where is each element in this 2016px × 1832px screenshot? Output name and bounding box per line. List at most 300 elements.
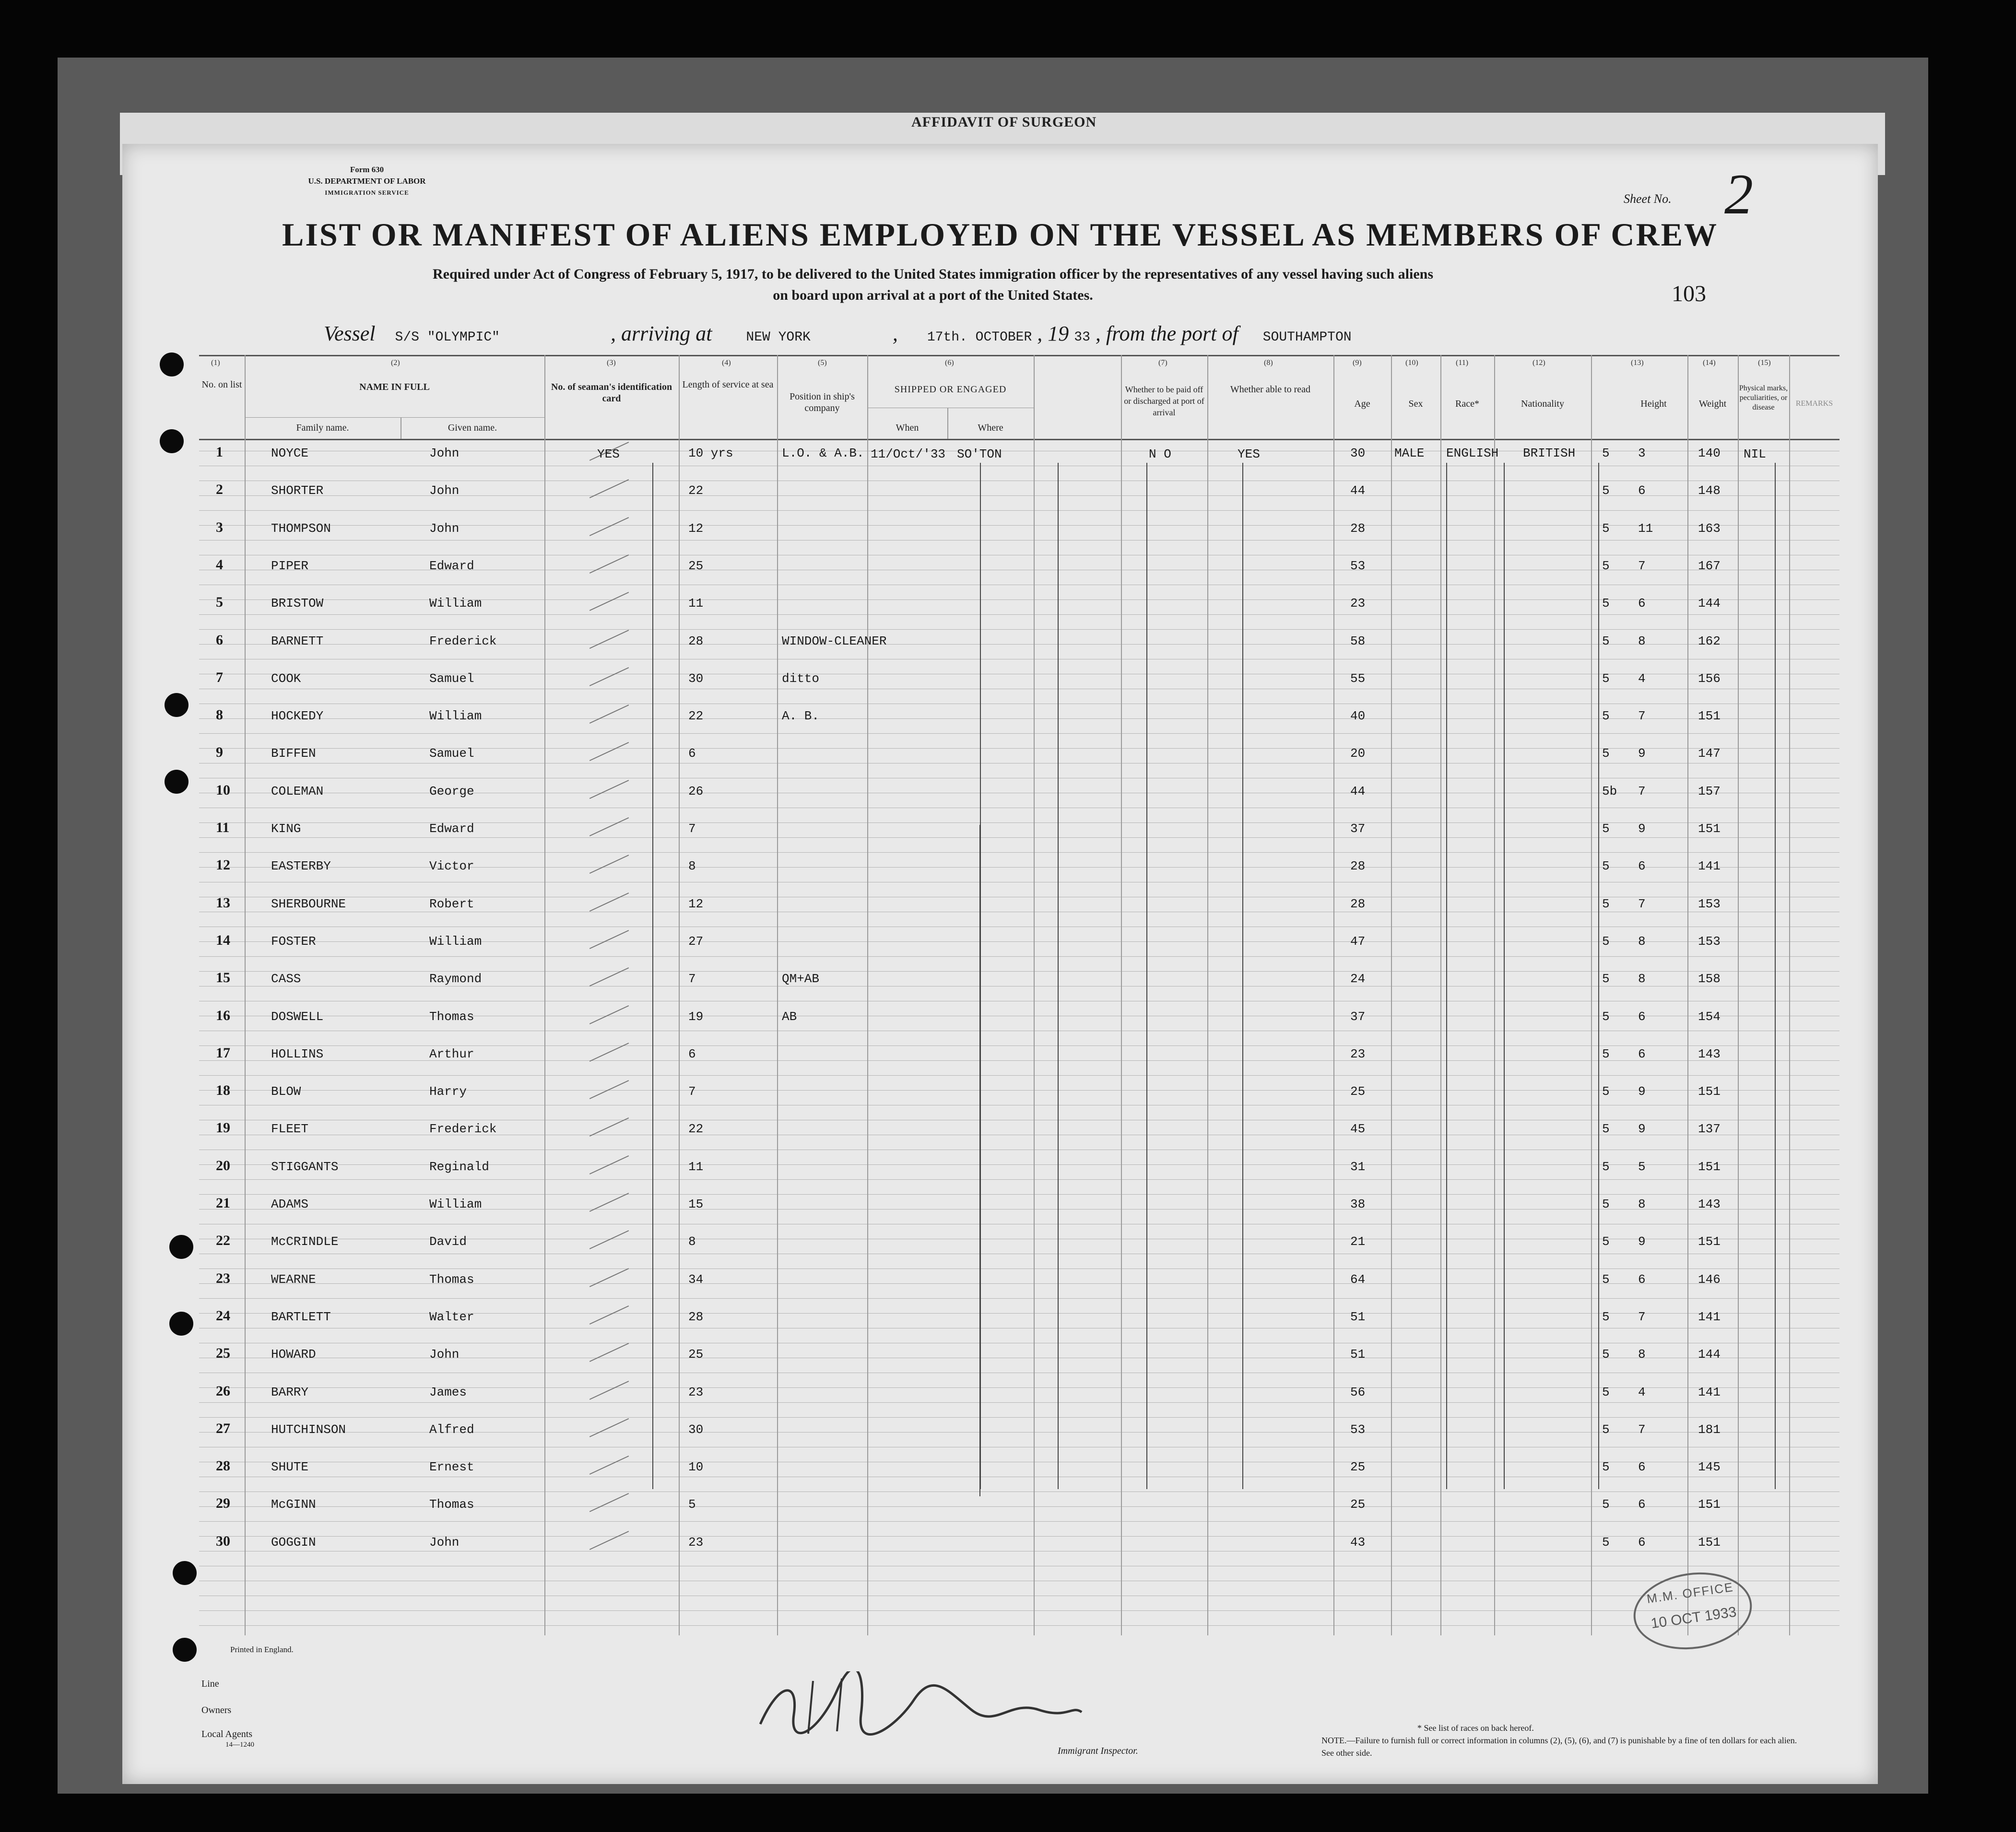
row7-row-number: 7 xyxy=(216,669,223,685)
row19-given-name: Frederick xyxy=(429,1122,497,1136)
row5-given-name: William xyxy=(429,596,482,611)
row15-age: 24 xyxy=(1350,972,1366,986)
row27-row-number: 27 xyxy=(216,1421,230,1436)
pencil-mark xyxy=(589,667,629,686)
rule-line xyxy=(199,733,1839,734)
row14-service-length: 27 xyxy=(688,934,704,949)
pencil-mark xyxy=(589,1230,629,1249)
row9-height-feet: 5 xyxy=(1602,746,1610,761)
row10-service-length: 26 xyxy=(688,784,704,799)
row6-age: 58 xyxy=(1350,634,1366,648)
row13-age: 28 xyxy=(1350,897,1366,911)
row3-given-name: John xyxy=(429,521,460,536)
row20-height-inches: 5 xyxy=(1638,1160,1646,1174)
arrival-port: NEW YORK xyxy=(746,330,811,345)
row16-weight: 154 xyxy=(1698,1010,1721,1024)
row30-service-length: 23 xyxy=(688,1535,704,1550)
col-paid-header: Whether to be paid off or discharged at port of arrival xyxy=(1124,385,1204,417)
row8-height-feet: 5 xyxy=(1602,709,1610,723)
pencil-mark xyxy=(589,817,629,836)
col-height-header: Height xyxy=(1640,399,1667,409)
page-number: 103 xyxy=(1672,281,1706,306)
row2-height-inches: 6 xyxy=(1638,483,1646,498)
row26-height-feet: 5 xyxy=(1602,1385,1610,1399)
pencil-mark xyxy=(589,1080,629,1099)
row2-row-number: 2 xyxy=(216,481,223,497)
row7-position: ditto xyxy=(782,671,820,686)
row29-height-feet: 5 xyxy=(1602,1497,1610,1512)
row28-height-inches: 6 xyxy=(1638,1460,1646,1474)
row12-family-name: EASTERBY xyxy=(271,859,331,873)
row8-position: A. B. xyxy=(782,709,820,723)
row21-height-inches: 8 xyxy=(1638,1197,1646,1211)
rule-line xyxy=(199,852,1839,853)
row13-service-length: 12 xyxy=(688,897,704,911)
row24-row-number: 24 xyxy=(216,1308,230,1324)
row6-given-name: Frederick xyxy=(429,634,497,648)
row7-family-name: COOK xyxy=(271,671,301,686)
rule-line xyxy=(199,1194,1839,1195)
row1-weight: 140 xyxy=(1698,446,1721,460)
form-heading xyxy=(281,164,453,199)
row25-height-inches: 8 xyxy=(1638,1347,1646,1362)
row4-row-number: 4 xyxy=(216,557,223,573)
row16-position: AB xyxy=(782,1010,797,1024)
row25-given-name: John xyxy=(429,1347,460,1362)
col-family-header: Family name. xyxy=(296,423,349,433)
row12-weight: 141 xyxy=(1698,859,1721,873)
rule-line xyxy=(199,1491,1839,1492)
row23-age: 64 xyxy=(1350,1272,1366,1287)
row16-row-number: 16 xyxy=(216,1008,230,1023)
row10-height-feet: 5b xyxy=(1602,784,1617,799)
row14-row-number: 14 xyxy=(216,932,230,948)
row7-weight: 156 xyxy=(1698,671,1721,686)
row28-height-feet: 5 xyxy=(1602,1460,1610,1474)
pencil-mark xyxy=(589,742,629,761)
sheet-label: Sheet No. xyxy=(1624,192,1672,206)
row17-age: 23 xyxy=(1350,1047,1366,1061)
row6-height-feet: 5 xyxy=(1602,634,1610,648)
row6-weight: 162 xyxy=(1698,634,1721,648)
row16-height-feet: 5 xyxy=(1602,1010,1610,1024)
departure-port: SOUTHAMPTON xyxy=(1262,330,1352,345)
row20-weight: 151 xyxy=(1698,1160,1721,1174)
row15-weight: 158 xyxy=(1698,972,1721,986)
row3-age: 28 xyxy=(1350,521,1366,536)
row1-position: L.O. & A.B. xyxy=(782,446,864,460)
row20-age: 31 xyxy=(1350,1160,1366,1174)
row29-row-number: 29 xyxy=(216,1495,230,1511)
col-given-header: Given name. xyxy=(448,423,497,433)
row6-row-number: 6 xyxy=(216,632,223,648)
row24-family-name: BARTLETT xyxy=(271,1310,331,1324)
row1-height-feet: 5 xyxy=(1602,446,1610,460)
pencil-mark xyxy=(589,1381,629,1400)
col-remarks-header: REMARKS xyxy=(1795,399,1833,408)
office-stamp: M.M. OFFICE 10 OCT 1933 xyxy=(1628,1565,1757,1657)
row1-race: ENGLISH xyxy=(1446,446,1499,460)
form-service: IMMIGRATION SERVICE xyxy=(325,189,409,196)
col-position-header: Position in ship's company xyxy=(790,391,855,413)
row1-paid: N O xyxy=(1149,447,1171,461)
row11-row-number: 11 xyxy=(216,820,230,835)
row14-family-name: FOSTER xyxy=(271,934,316,949)
row18-height-feet: 5 xyxy=(1602,1084,1610,1099)
binder-hole xyxy=(173,1638,197,1662)
footnote: * See list of races on back hereof. NOTE.—Failure to furnish full or correct information in columns (2), (5), (6), and (7) is punishable by a fine of ten dollars for each alien. See other side. xyxy=(1321,1723,1797,1758)
pencil-mark xyxy=(589,517,629,536)
rule-line xyxy=(199,956,1839,957)
col-nationality-header: Nationality xyxy=(1521,399,1564,409)
row14-height-feet: 5 xyxy=(1602,934,1610,949)
row23-given-name: Thomas xyxy=(429,1272,474,1287)
col-race-header: Race* xyxy=(1455,399,1479,409)
row12-height-feet: 5 xyxy=(1602,859,1610,873)
row19-height-feet: 5 xyxy=(1602,1122,1610,1136)
row26-given-name: James xyxy=(429,1385,467,1399)
row17-height-feet: 5 xyxy=(1602,1047,1610,1061)
row10-height-inches: 7 xyxy=(1638,784,1646,799)
row2-age: 44 xyxy=(1350,483,1366,498)
col-weight-header: Weight xyxy=(1698,399,1727,409)
row17-given-name: Arthur xyxy=(429,1047,474,1061)
row24-height-inches: 7 xyxy=(1638,1310,1646,1324)
vessel-name: S/S "OLYMPIC" xyxy=(395,330,500,345)
row11-height-feet: 5 xyxy=(1602,822,1610,836)
row12-row-number: 12 xyxy=(216,857,230,873)
row27-service-length: 30 xyxy=(688,1422,704,1437)
row3-height-inches: 11 xyxy=(1638,521,1653,536)
row1-when: 11/Oct/'33 xyxy=(871,447,946,461)
pencil-mark xyxy=(589,1155,629,1174)
row16-height-inches: 6 xyxy=(1638,1010,1646,1024)
row15-position: QM+AB xyxy=(782,972,820,986)
row19-row-number: 19 xyxy=(216,1120,230,1136)
row3-row-number: 3 xyxy=(216,519,223,535)
row26-height-inches: 4 xyxy=(1638,1385,1646,1399)
row2-weight: 148 xyxy=(1698,483,1721,498)
row22-given-name: David xyxy=(429,1234,467,1249)
row28-weight: 145 xyxy=(1698,1460,1721,1474)
row6-service-length: 28 xyxy=(688,634,704,648)
pencil-mark xyxy=(589,1005,629,1024)
rule-line xyxy=(199,614,1839,615)
row28-row-number: 28 xyxy=(216,1458,230,1474)
agents-label: Local Agents xyxy=(201,1729,253,1739)
row6-family-name: BARNETT xyxy=(271,634,324,648)
row22-height-feet: 5 xyxy=(1602,1234,1610,1249)
binder-hole xyxy=(165,693,189,717)
row11-family-name: KING xyxy=(271,822,301,836)
rule-line xyxy=(199,1417,1839,1418)
pencil-mark xyxy=(589,930,629,949)
row29-service-length: 5 xyxy=(688,1497,696,1512)
row26-family-name: BARRY xyxy=(271,1385,309,1399)
rule-line xyxy=(199,629,1839,630)
manifest-table: (1) No. on list (2) NAME IN FULL Family name. Given name. (3) No. of seaman's identification card (4) Length of service at sea (5) Position in ship's company (6) SHIPPED OR ENGAGED When Where (7) Whether to be paid off or discharged at port of arrival (8) Whether able to read (9) Age (10) Sex (11) Race* (12) Nationality (13) Height (14) Weight (15) Physical marks, peculiarities, or disease REMARKS 1 NOYCE John 10 yrs L.O. & A.B. 30 5 3 140 2 SHORTER John 22 44 5 6 148 3 THOMPSON John 12 28 5 11 163 4 PIPER Edward 25 53 5 7 167 5 BRISTOW William 11 23 5 6 144 6 BARNETT Frederick 28 WINDOW-CLEANER 58 5 8 162 7 COOK Samuel 30 ditto 55 5 4 156 8 HOCKEDY William 22 A. B. 40 5 7 151 9 BIFFEN Samuel 6 20 5 9 147 10 COLEMAN George 26 44 5b 7 157 11 KING Edward 7 37 5 9 151 12 EASTERBY Victor 8 28 5 6 141 13 SHERBOURNE Robert 12 28 5 7 153 14 FOSTER William 27 47 5 8 153 15 CASS Raymond 7 QM+AB 24 5 8 158 16 DOSWELL Thomas 19 AB 37 5 6 154 17 HOLLINS Arthur 6 23 5 6 143 18 BLOW Harry 7 25 5 9 151 19 FLEET Frederick 22 45 5 9 137 20 STIGGANTS Reginald 11 31 5 5 151 21 ADAMS William 15 38 5 8 143 22 McCRINDLE David 8 21 5 9 151 23 WEARNE Thomas 34 64 5 6 146 24 BARTLETT Walter 28 51 5 7 141 25 HOWARD John 25 51 5 8 144 26 BARRY James 23 56 5 4 141 27 HUTCHINSON Alfred 30 53 5 7 181 28 SHUTE Ernest 10 25 5 6 145 29 McGINN Thomas 5 25 5 6 151 30 GOGGIN John 23 43 5 6 151 YES 11/Oct/'33 SO'TON N O YES MALE ENGLISH BRITISH NIL xyxy=(199,355,1839,1635)
row8-weight: 151 xyxy=(1698,709,1721,723)
row22-height-inches: 9 xyxy=(1638,1234,1646,1249)
pencil-mark xyxy=(589,1117,629,1137)
row2-height-feet: 5 xyxy=(1602,483,1610,498)
row15-row-number: 15 xyxy=(216,970,230,986)
row18-weight: 151 xyxy=(1698,1084,1721,1099)
row27-family-name: HUTCHINSON xyxy=(271,1422,346,1437)
row1-read: YES xyxy=(1238,447,1260,461)
row21-row-number: 21 xyxy=(216,1195,230,1211)
row21-service-length: 15 xyxy=(688,1197,704,1211)
row29-weight: 151 xyxy=(1698,1497,1721,1512)
row1-marks: NIL xyxy=(1744,447,1766,461)
row13-given-name: Robert xyxy=(429,897,474,911)
binder-hole xyxy=(169,1235,193,1259)
row23-row-number: 23 xyxy=(216,1270,230,1286)
row11-given-name: Edward xyxy=(429,822,474,836)
row29-height-inches: 6 xyxy=(1638,1497,1646,1512)
row8-age: 40 xyxy=(1350,709,1366,723)
row17-family-name: HOLLINS xyxy=(271,1047,324,1061)
row26-age: 56 xyxy=(1350,1385,1366,1399)
row1-row-number: 1 xyxy=(216,444,223,460)
row29-given-name: Thomas xyxy=(429,1497,474,1512)
form-number: Form 630 xyxy=(350,165,384,174)
arrival-date: 17th. OCTOBER xyxy=(927,330,1032,345)
binder-hole xyxy=(173,1561,197,1585)
row1-nationality: BRITISH xyxy=(1523,446,1576,460)
row17-row-number: 17 xyxy=(216,1045,230,1061)
col-sex-header: Sex xyxy=(1408,399,1423,409)
row17-service-length: 6 xyxy=(688,1047,696,1061)
rule-line xyxy=(199,1075,1839,1076)
row2-service-length: 22 xyxy=(688,483,704,498)
row14-given-name: William xyxy=(429,934,482,949)
pencil-mark xyxy=(589,855,629,874)
rule-line xyxy=(199,1179,1839,1180)
row19-service-length: 22 xyxy=(688,1122,704,1136)
row23-height-inches: 6 xyxy=(1638,1272,1646,1287)
row14-height-inches: 8 xyxy=(1638,934,1646,949)
row6-position: WINDOW-CLEANER xyxy=(782,634,887,648)
row20-family-name: STIGGANTS xyxy=(271,1160,339,1174)
row25-family-name: HOWARD xyxy=(271,1347,316,1362)
row25-height-feet: 5 xyxy=(1602,1347,1610,1362)
row1-family-name: NOYCE xyxy=(271,446,309,460)
row24-age: 51 xyxy=(1350,1310,1366,1324)
col-service-header: Length of service at sea xyxy=(682,379,774,390)
row24-given-name: Walter xyxy=(429,1310,474,1324)
row26-row-number: 26 xyxy=(216,1383,230,1399)
row30-family-name: GOGGIN xyxy=(271,1535,316,1550)
page-title: LIST OR MANIFEST OF ALIENS EMPLOYED ON THE VESSEL AS MEMBERS OF CREW xyxy=(282,216,1718,253)
inspector-signature xyxy=(741,1671,1086,1738)
rule-line xyxy=(199,1610,1839,1611)
row20-height-feet: 5 xyxy=(1602,1160,1610,1174)
binder-hole xyxy=(165,770,189,794)
row27-age: 53 xyxy=(1350,1422,1366,1437)
pencil-mark xyxy=(589,1305,629,1325)
row4-height-inches: 7 xyxy=(1638,559,1646,573)
row5-weight: 144 xyxy=(1698,596,1721,611)
row17-weight: 143 xyxy=(1698,1047,1721,1061)
row4-given-name: Edward xyxy=(429,559,474,573)
row11-height-inches: 9 xyxy=(1638,822,1646,836)
rule-line xyxy=(199,1298,1839,1299)
pencil-mark xyxy=(589,1531,629,1550)
row16-given-name: Thomas xyxy=(429,1010,474,1024)
row1-where: SO'TON xyxy=(957,447,1002,461)
col-read-header: Whether able to read xyxy=(1230,384,1311,395)
row29-family-name: McGINN xyxy=(271,1497,316,1512)
row15-service-length: 7 xyxy=(688,972,696,986)
row22-service-length: 8 xyxy=(688,1234,696,1249)
row19-age: 45 xyxy=(1350,1122,1366,1136)
binder-hole xyxy=(169,1312,193,1336)
row5-family-name: BRISTOW xyxy=(271,596,324,611)
row8-row-number: 8 xyxy=(216,707,223,723)
sheet-number: 2 xyxy=(1724,162,1753,226)
manifest-page xyxy=(122,144,1878,1784)
row13-height-feet: 5 xyxy=(1602,897,1610,911)
row16-service-length: 19 xyxy=(688,1010,704,1024)
row27-weight: 181 xyxy=(1698,1422,1721,1437)
row1-sex: MALE xyxy=(1394,446,1425,460)
row7-service-length: 30 xyxy=(688,671,704,686)
col-when-header: When xyxy=(896,423,919,433)
rule-line xyxy=(199,1625,1839,1626)
row24-weight: 141 xyxy=(1698,1310,1721,1324)
row8-height-inches: 7 xyxy=(1638,709,1646,723)
row19-weight: 137 xyxy=(1698,1122,1721,1136)
row1-age: 30 xyxy=(1350,446,1366,460)
row4-age: 53 xyxy=(1350,559,1366,573)
row16-family-name: DOSWELL xyxy=(271,1010,324,1024)
pencil-mark xyxy=(589,1493,629,1512)
row8-given-name: William xyxy=(429,709,482,723)
row28-service-length: 10 xyxy=(688,1460,704,1474)
row27-height-feet: 5 xyxy=(1602,1422,1610,1437)
row18-service-length: 7 xyxy=(688,1084,696,1099)
row30-height-inches: 6 xyxy=(1638,1535,1646,1550)
row28-family-name: SHUTE xyxy=(271,1460,309,1474)
row3-service-length: 12 xyxy=(688,521,704,536)
row20-given-name: Reginald xyxy=(429,1160,489,1174)
row23-family-name: WEARNE xyxy=(271,1272,316,1287)
row18-family-name: BLOW xyxy=(271,1084,301,1099)
row7-height-feet: 5 xyxy=(1602,671,1610,686)
row5-row-number: 5 xyxy=(216,594,223,610)
row21-family-name: ADAMS xyxy=(271,1197,309,1211)
col-where-header: Where xyxy=(978,423,1003,433)
row4-service-length: 25 xyxy=(688,559,704,573)
row23-height-feet: 5 xyxy=(1602,1272,1610,1287)
row24-service-length: 28 xyxy=(688,1310,704,1324)
row28-age: 25 xyxy=(1350,1460,1366,1474)
pencil-mark xyxy=(589,893,629,912)
row22-family-name: McCRINDLE xyxy=(271,1234,339,1249)
row14-age: 47 xyxy=(1350,934,1366,949)
row6-height-inches: 8 xyxy=(1638,634,1646,648)
pencil-mark xyxy=(589,780,629,799)
rule-line xyxy=(199,1045,1839,1046)
row30-age: 43 xyxy=(1350,1535,1366,1550)
row10-family-name: COLEMAN xyxy=(271,784,324,799)
row29-age: 25 xyxy=(1350,1497,1366,1512)
row14-weight: 153 xyxy=(1698,934,1721,949)
row9-weight: 147 xyxy=(1698,746,1721,761)
row12-age: 28 xyxy=(1350,859,1366,873)
row15-given-name: Raymond xyxy=(429,972,482,986)
row5-height-feet: 5 xyxy=(1602,596,1610,611)
binder-hole xyxy=(160,429,184,453)
rule-line xyxy=(199,1402,1839,1403)
row21-weight: 143 xyxy=(1698,1197,1721,1211)
row13-row-number: 13 xyxy=(216,895,230,911)
row5-height-inches: 6 xyxy=(1638,596,1646,611)
row18-given-name: Harry xyxy=(429,1084,467,1099)
row24-height-feet: 5 xyxy=(1602,1310,1610,1324)
row22-age: 21 xyxy=(1350,1234,1366,1249)
pencil-mark xyxy=(589,1268,629,1287)
row30-height-feet: 5 xyxy=(1602,1535,1610,1550)
row9-family-name: BIFFEN xyxy=(271,746,316,761)
rule-line xyxy=(199,1268,1839,1269)
row27-given-name: Alfred xyxy=(429,1422,474,1437)
row7-height-inches: 4 xyxy=(1638,671,1646,686)
pencil-mark xyxy=(589,592,629,611)
row25-service-length: 25 xyxy=(688,1347,704,1362)
row21-given-name: William xyxy=(429,1197,482,1211)
col-age-header: Age xyxy=(1354,399,1370,409)
row10-weight: 157 xyxy=(1698,784,1721,799)
row3-weight: 163 xyxy=(1698,521,1721,536)
col-shipped-header: SHIPPED OR ENGAGED xyxy=(894,384,1007,395)
pencil-mark xyxy=(589,630,629,649)
row9-given-name: Samuel xyxy=(429,746,474,761)
row7-age: 55 xyxy=(1350,671,1366,686)
col-idcard-header: No. of seaman's identification card xyxy=(551,382,672,404)
row1-given-name: John xyxy=(429,446,460,460)
row18-age: 25 xyxy=(1350,1084,1366,1099)
row11-weight: 151 xyxy=(1698,822,1721,836)
pencil-mark xyxy=(589,1343,629,1362)
row3-height-feet: 5 xyxy=(1602,521,1610,536)
pencil-mark xyxy=(589,1418,629,1437)
row13-weight: 153 xyxy=(1698,897,1721,911)
binder-hole xyxy=(160,352,184,376)
row9-age: 20 xyxy=(1350,746,1366,761)
row10-age: 44 xyxy=(1350,784,1366,799)
col-no-header: No. on list xyxy=(201,379,242,390)
pencil-mark xyxy=(589,1456,629,1475)
page-subtitle: Required under Act of Congress of February 5, 1917, to be delivered to the United States immigration officer by the representatives of any vessel having such aliens on board upon arrival at a port of the United States. xyxy=(433,266,1433,303)
row15-family-name: CASS xyxy=(271,972,301,986)
row1-service-length: 10 yrs xyxy=(688,446,733,460)
row5-service-length: 11 xyxy=(688,596,704,611)
row25-weight: 144 xyxy=(1698,1347,1721,1362)
row9-height-inches: 9 xyxy=(1638,746,1646,761)
row18-height-inches: 9 xyxy=(1638,1084,1646,1099)
row1-idcard: YES xyxy=(597,447,620,461)
row22-weight: 151 xyxy=(1698,1234,1721,1249)
row18-row-number: 18 xyxy=(216,1082,230,1098)
row9-service-length: 6 xyxy=(688,746,696,761)
row7-given-name: Samuel xyxy=(429,671,474,686)
vessel-line: Vessel S/S "OLYMPIC" , arriving at NEW YORK , 17th. OCTOBER , 19 33 , from the port of SOUTHAMPTON xyxy=(324,322,1352,345)
row5-age: 23 xyxy=(1350,596,1366,611)
row10-row-number: 10 xyxy=(216,782,230,798)
rule-line xyxy=(199,1521,1839,1522)
